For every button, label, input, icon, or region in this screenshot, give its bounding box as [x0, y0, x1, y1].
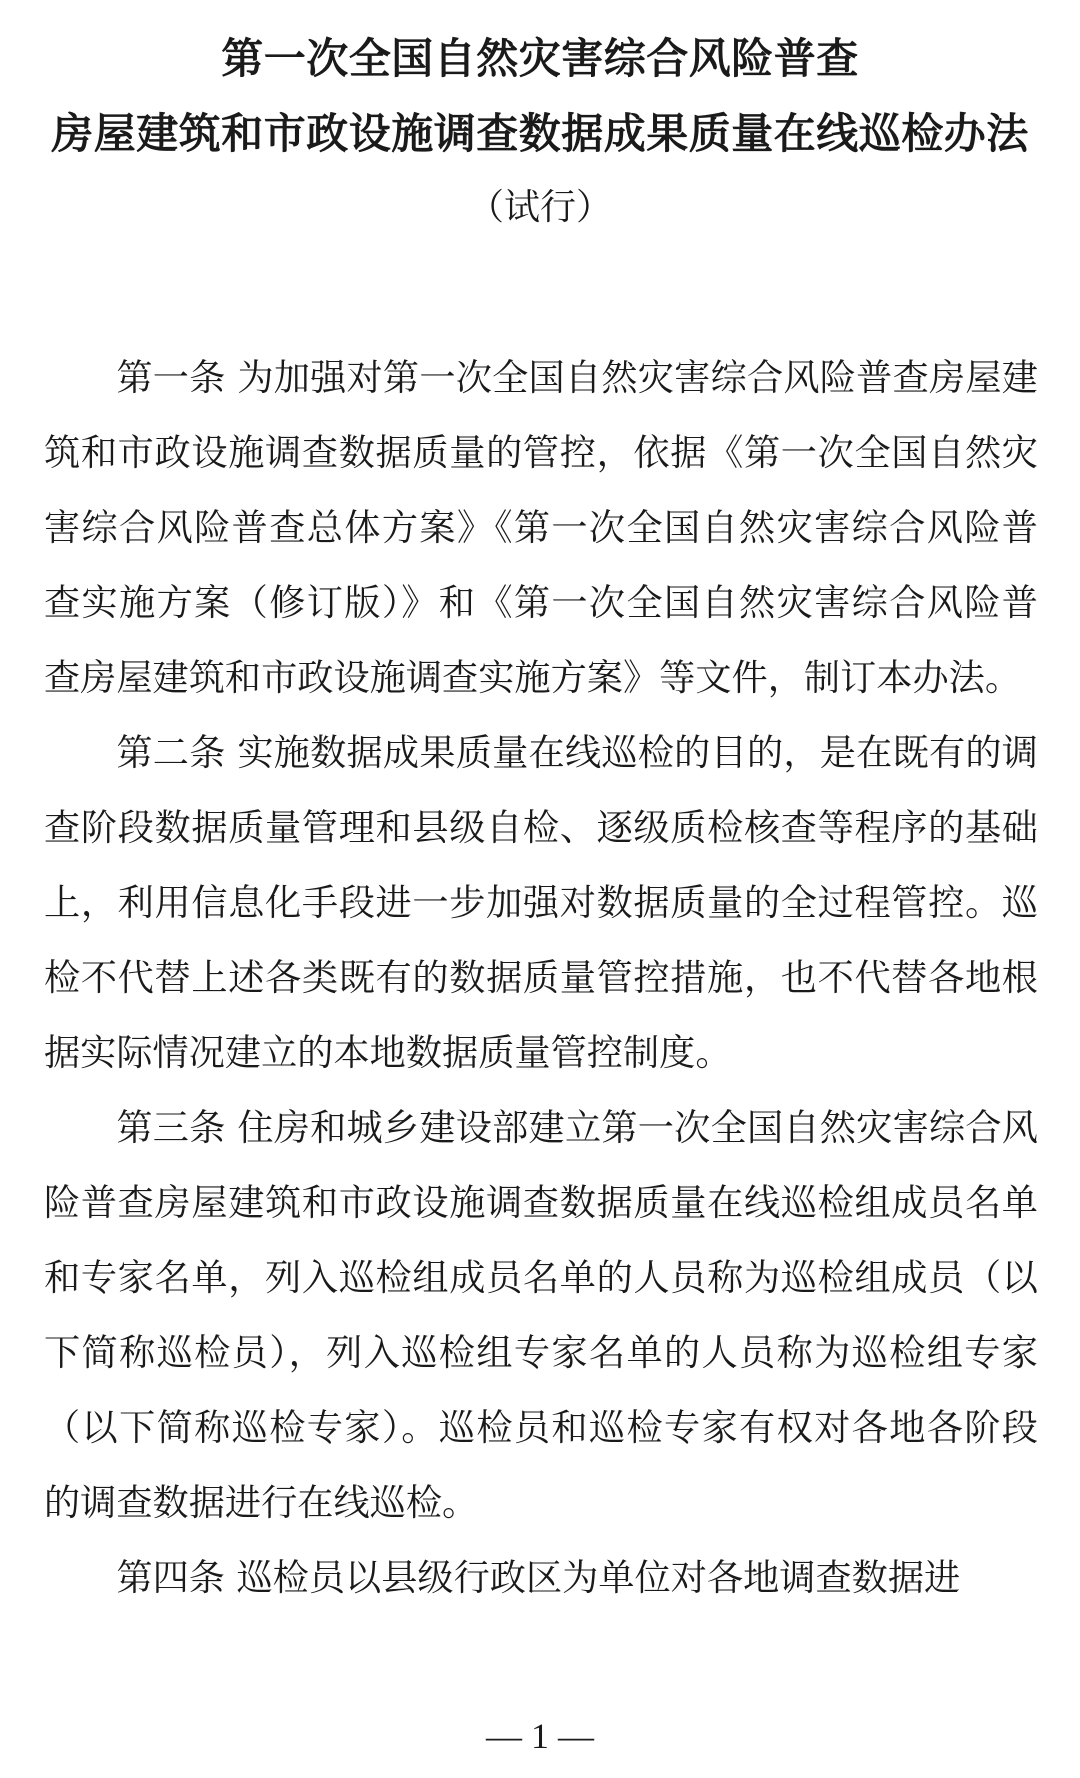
article-2: 第二条 实施数据成果质量在线巡检的目的，是在既有的调查阶段数据质量管理和县级自检、逐级质检核查等程序的基础上，利用信息化手段进一步加强对数据质量的全过程管控。巡检不代替上述各类既有的数据质量管控措施，也不代替各地根据实际情况建立的本地数据质量管控制度。 — [44, 731, 1038, 1074]
document-title-line-1: 第一次全国自然灾害综合风险普查 — [221, 34, 859, 83]
page-number: — 1 — — [486, 1716, 594, 1756]
article-4: 第四条 巡检员以县级行政区为单位对各地调查数据进 — [116, 1556, 961, 1599]
document-body — [44, 340, 1038, 1615]
document-subtitle: （试行） — [467, 187, 612, 228]
article-3: 第三条 住房和城乡建设部建立第一次全国自然灾害综合风险普查房屋建筑和市政设施调查数据质量在线巡检组成员名单和专家名单，列入巡检组成员名单的人员称为巡检组成员（以下简称巡检员），列入巡检组专家名单的人员称为巡检组专家（以下简称巡检专家）。巡检员和巡检专家有权对各地各阶段的调查数据进行在线巡检。 — [44, 1106, 1038, 1524]
article-1: 第一条 为加强对第一次全国自然灾害综合风险普查房屋建筑和市政设施调查数据质量的管控，依据《第一次全国自然灾害综合风险普查总体方案》《第一次全国自然灾害综合风险普查实施方案（修订版）》和《第一次全国自然灾害综合风险普查房屋建筑和市政设施调查实施方案》等文件，制订本办法。 — [44, 356, 1038, 699]
document-title-line-2: 房屋建筑和市政设施调查数据成果质量在线巡检办法 — [51, 109, 1029, 158]
